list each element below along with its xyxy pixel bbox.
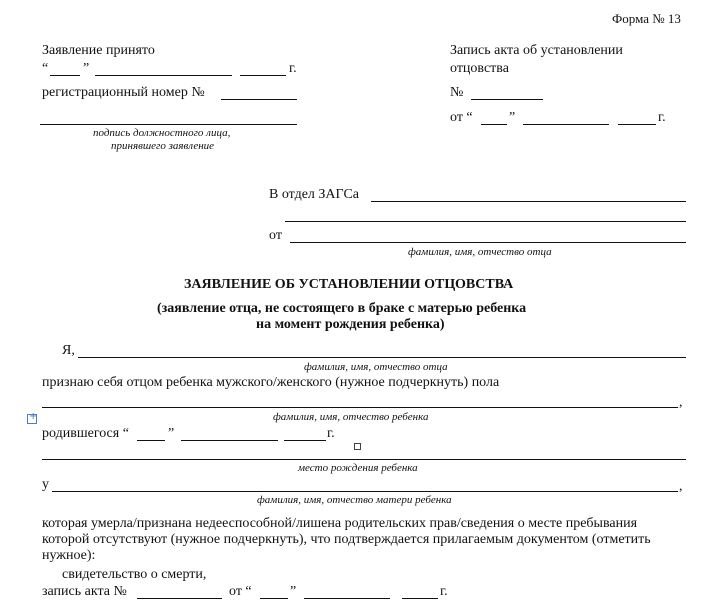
- record-from-label: от “: [450, 110, 473, 125]
- record-act-number-field[interactable]: [137, 598, 222, 599]
- mother-name-field[interactable]: [52, 491, 678, 492]
- record-quote-close: ”: [509, 110, 516, 125]
- signature-caption-1: подпись должностного лица,: [93, 127, 231, 139]
- received-year-suffix: г.: [289, 61, 297, 76]
- record-title-1: Запись акта об установлении: [450, 43, 623, 58]
- reg-number-field[interactable]: [221, 99, 297, 100]
- birth-month-field[interactable]: [181, 440, 278, 441]
- record-number-field[interactable]: [471, 99, 543, 100]
- record-act-month-field[interactable]: [304, 598, 390, 599]
- mother-name-comma: ,: [679, 479, 683, 494]
- record-act-label: запись акта №: [42, 584, 127, 599]
- registry-office-field-2[interactable]: [285, 221, 686, 222]
- mother-name-caption: фамилия, имя, отчество матери ребенка: [257, 494, 452, 506]
- child-name-field[interactable]: [42, 407, 678, 408]
- document-subtitle-1: (заявление отца, не состоящего в браке с матерью ребенка: [157, 301, 527, 316]
- to-registry-label: В отдел ЗАГСа: [269, 187, 359, 202]
- record-year-field[interactable]: [618, 124, 656, 125]
- reg-number-label: регистрационный номер №: [42, 85, 205, 100]
- mother-prefix: у: [42, 477, 49, 492]
- death-certificate-label: свидетельство о смерти,: [62, 567, 207, 582]
- father-name-field[interactable]: [78, 357, 686, 358]
- received-day-field[interactable]: [50, 75, 80, 76]
- father-name-caption: фамилия, имя, отчество отца: [304, 361, 448, 373]
- official-signature-field[interactable]: [40, 124, 297, 125]
- received-month-field[interactable]: [95, 75, 232, 76]
- record-day-field[interactable]: [481, 124, 507, 125]
- record-act-from-label: от “: [229, 584, 252, 599]
- received-quote-open: “: [42, 61, 49, 76]
- birthplace-caption: место рождения ребенка: [298, 462, 418, 474]
- child-name-comma: ,: [679, 395, 683, 410]
- received-title: Заявление принято: [42, 43, 155, 58]
- born-quote-close: ”: [168, 426, 175, 441]
- birth-day-field[interactable]: [137, 440, 165, 441]
- recognize-text: признаю себя отцом ребенка мужского/женского (нужное подчеркнуть) пола: [42, 375, 500, 390]
- record-act-quote-close: ”: [290, 584, 297, 599]
- received-quote-close: ”: [83, 61, 90, 76]
- from-label: от: [269, 228, 282, 243]
- document-title: ЗАЯВЛЕНИЕ ОБ УСТАНОВЛЕНИИ ОТЦОВСТВА: [184, 277, 514, 292]
- paragraph-line-2: которой отсутствуют (нужное подчеркнуть), что подтверждается прилагаемым документом (отметить: [42, 532, 651, 547]
- record-act-year-field[interactable]: [402, 598, 438, 599]
- applicant-name-field[interactable]: [290, 242, 686, 243]
- birth-year-field[interactable]: [284, 440, 326, 441]
- resize-handle-icon[interactable]: [354, 443, 361, 450]
- paragraph-line-3: нужное):: [42, 548, 96, 563]
- i-label: Я,: [62, 343, 75, 358]
- record-number-label: №: [450, 85, 464, 100]
- form-number: Форма № 13: [612, 11, 681, 26]
- record-month-field[interactable]: [523, 124, 609, 125]
- received-year-field[interactable]: [240, 75, 286, 76]
- registry-office-field[interactable]: [371, 201, 686, 202]
- record-act-year-suffix: г.: [440, 584, 448, 599]
- applicant-name-caption: фамилия, имя, отчество отца: [408, 246, 552, 258]
- record-year-suffix: г.: [658, 110, 666, 125]
- signature-caption-2: принявшего заявление: [111, 140, 215, 152]
- record-title-2: отцовства: [450, 61, 509, 76]
- record-act-day-field[interactable]: [260, 598, 288, 599]
- paragraph-line-1: которая умерла/признана недееспособной/лишена родительских прав/сведения о месте пребывания: [42, 516, 638, 531]
- document-subtitle-2: на момент рождения ребенка): [256, 317, 445, 332]
- move-handle-icon[interactable]: [27, 414, 37, 424]
- born-year-suffix: г.: [327, 426, 335, 441]
- born-label: родившегося “: [42, 426, 129, 441]
- child-name-caption: фамилия, имя, отчество ребенка: [273, 411, 429, 423]
- birthplace-field[interactable]: [42, 459, 686, 460]
